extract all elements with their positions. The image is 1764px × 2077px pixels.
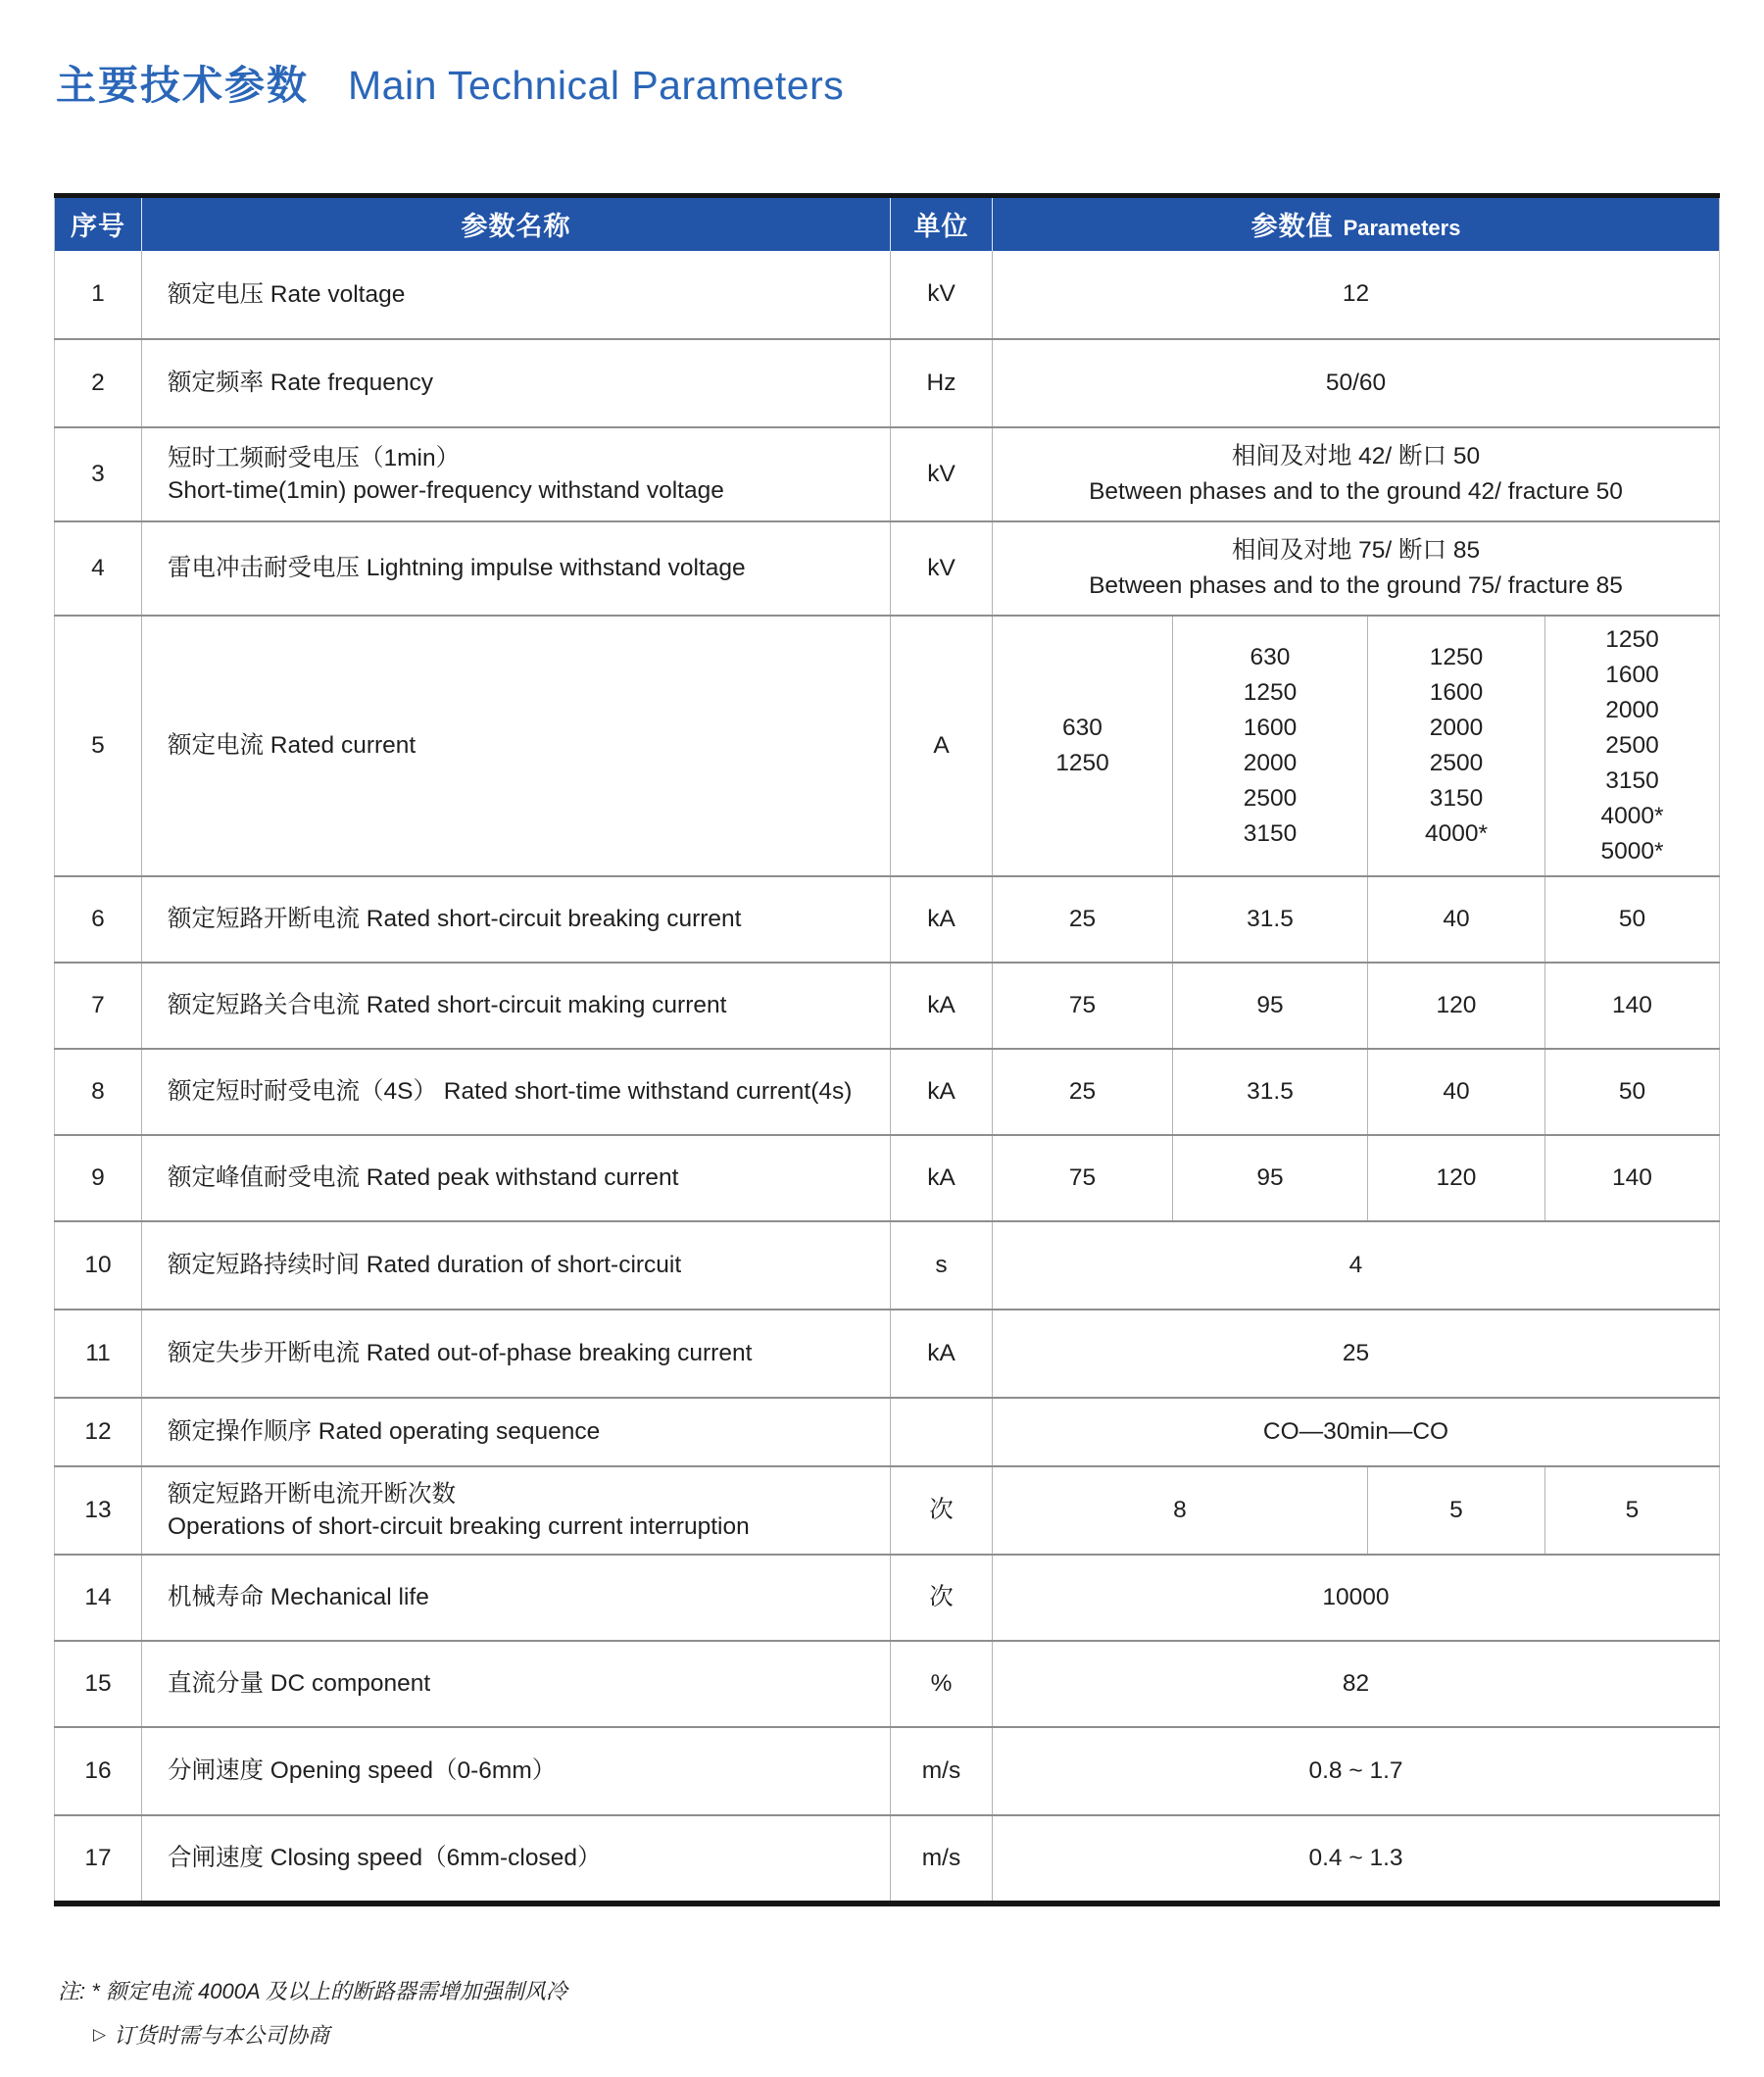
param-name: 额定短路关合电流 Rated short-circuit making current [142, 963, 891, 1049]
page-title-zh: 主要技术参数 [56, 63, 309, 108]
param-value: 相间及对地 75/ 断口 85 Between phases and to the ground 75/ fracture 85 [993, 521, 1720, 616]
param-value: 10000 [993, 1555, 1720, 1641]
param-name: 直流分量 DC component [142, 1641, 891, 1727]
param-unit: % [891, 1641, 993, 1727]
param-unit: m/s [891, 1815, 993, 1904]
parameters-table-body [55, 251, 1720, 1904]
notes-block [58, 1975, 1720, 2050]
column-header-value-zh: 参数值 [1250, 212, 1334, 242]
param-value: 0.8 ~ 1.7 [993, 1727, 1720, 1815]
column-header-unit: 单位 [891, 196, 993, 251]
param-value: 630 1250 [993, 616, 1173, 876]
param-value: 5 [1368, 1466, 1545, 1555]
table-row [55, 339, 1720, 427]
row-number: 17 [55, 1815, 142, 1904]
row-number: 6 [55, 876, 142, 963]
table-row [55, 1398, 1720, 1466]
param-name: 额定短路开断电流开断次数 Operations of short-circuit breaking current interruption [142, 1466, 891, 1555]
triangle-marker-icon: ▷ [93, 2024, 107, 2044]
param-value: 1250 1600 2000 2500 3150 4000* [1368, 616, 1545, 876]
param-unit: kA [891, 1135, 993, 1221]
table-row [55, 1221, 1720, 1310]
table-row [55, 963, 1720, 1049]
table-row [55, 1641, 1720, 1727]
parameters-table [54, 193, 1720, 1906]
param-unit: kA [891, 1049, 993, 1135]
table-header-row [55, 196, 1720, 251]
table-row [55, 1555, 1720, 1641]
column-header-name: 参数名称 [142, 196, 891, 251]
param-name: 额定失步开断电流 Rated out-of-phase breaking current [142, 1310, 891, 1398]
param-unit: s [891, 1221, 993, 1310]
row-number: 8 [55, 1049, 142, 1135]
param-value: 8 [993, 1466, 1368, 1555]
param-unit: kV [891, 251, 993, 339]
param-value: 82 [993, 1641, 1720, 1727]
param-name: 额定短路开断电流 Rated short-circuit breaking current [142, 876, 891, 963]
param-name: 额定操作顺序 Rated operating sequence [142, 1398, 891, 1466]
note-line-1: 注: * 额定电流 4000A 及以上的断路器需增加强制风冷 [58, 1978, 567, 2003]
row-number: 7 [55, 963, 142, 1049]
param-value: 31.5 [1173, 876, 1368, 963]
parameters-table-wrap [54, 193, 1720, 1906]
table-row [55, 1466, 1720, 1555]
param-value: 4 [993, 1221, 1720, 1310]
param-name: 额定频率 Rate frequency [142, 339, 891, 427]
param-value: CO—30min—CO [993, 1398, 1720, 1466]
param-value: 5 [1545, 1466, 1720, 1555]
param-value: 40 [1368, 1049, 1545, 1135]
param-unit: kA [891, 963, 993, 1049]
param-value: 0.4 ~ 1.3 [993, 1815, 1720, 1904]
note-line-2 [93, 2019, 1720, 2050]
column-header-no: 序号 [55, 196, 142, 251]
table-header [55, 196, 1720, 251]
param-unit: 次 [891, 1555, 993, 1641]
param-unit: m/s [891, 1727, 993, 1815]
row-number: 3 [55, 427, 142, 521]
param-name: 雷电冲击耐受电压 Lightning impulse withstand voltage [142, 521, 891, 616]
row-number: 14 [55, 1555, 142, 1641]
param-name: 额定电流 Rated current [142, 616, 891, 876]
row-number: 5 [55, 616, 142, 876]
table-row [55, 1727, 1720, 1815]
column-header-value-en: Parameters [1343, 216, 1461, 241]
param-unit: kV [891, 427, 993, 521]
param-unit: Hz [891, 339, 993, 427]
param-unit: 次 [891, 1466, 993, 1555]
param-value: 120 [1368, 1135, 1545, 1221]
param-name: 短时工频耐受电压（1min） Short-time(1min) power-frequency withstand voltage [142, 427, 891, 521]
param-value: 12 [993, 251, 1720, 339]
row-number: 12 [55, 1398, 142, 1466]
note-line-2-text: 订货时需与本公司协商 [114, 2022, 330, 2048]
row-number: 1 [91, 280, 105, 308]
param-unit: kA [891, 1310, 993, 1398]
param-unit [891, 1398, 993, 1466]
table-row [55, 427, 1720, 521]
table-row [55, 1135, 1720, 1221]
row-number: 10 [55, 1221, 142, 1310]
param-value: 630 1250 1600 2000 2500 3150 [1173, 616, 1368, 876]
param-value: 95 [1173, 1135, 1368, 1221]
table-row [55, 521, 1720, 616]
param-value: 75 [993, 1135, 1173, 1221]
param-name: 机械寿命 Mechanical life [142, 1555, 891, 1641]
row-number: 4 [55, 521, 142, 616]
table-row [55, 251, 1720, 339]
param-value: 140 [1545, 963, 1720, 1049]
row-number: 13 [55, 1466, 142, 1555]
param-value: 50 [1545, 876, 1720, 963]
param-value: 140 [1545, 1135, 1720, 1221]
row-number: 9 [55, 1135, 142, 1221]
table-row [55, 616, 1720, 876]
param-name: 额定电压 Rate voltage [142, 251, 891, 339]
param-value: 50/60 [993, 339, 1720, 427]
page-title [56, 63, 1720, 109]
param-name: 额定短时耐受电流（4S） Rated short-time withstand current(4s) [142, 1049, 891, 1135]
param-value: 50 [1545, 1049, 1720, 1135]
param-name: 额定短路持续时间 Rated duration of short-circuit [142, 1221, 891, 1310]
param-value: 75 [993, 963, 1173, 1049]
param-value: 40 [1368, 876, 1545, 963]
param-value: 25 [993, 1310, 1720, 1398]
param-value: 25 [993, 876, 1173, 963]
table-row [55, 1310, 1720, 1398]
param-name: 额定峰值耐受电流 Rated peak withstand current [142, 1135, 891, 1221]
param-value: 25 [993, 1049, 1173, 1135]
param-unit: kV [891, 521, 993, 616]
row-number: 15 [55, 1641, 142, 1727]
param-value: 31.5 [1173, 1049, 1368, 1135]
param-name: 合闸速度 Closing speed（6mm-closed） [142, 1815, 891, 1904]
param-value: 120 [1368, 963, 1545, 1049]
param-name: 分闸速度 Opening speed（0-6mm） [142, 1727, 891, 1815]
row-number: 11 [55, 1310, 142, 1398]
param-unit: A [891, 616, 993, 876]
column-header-value [993, 196, 1720, 251]
param-unit: kA [891, 876, 993, 963]
param-value: 1250 1600 2000 2500 3150 4000* 5000* [1545, 616, 1720, 876]
row-number: 16 [55, 1727, 142, 1815]
table-row [55, 876, 1720, 963]
param-value: 相间及对地 42/ 断口 50 Between phases and to the ground 42/ fracture 50 [993, 427, 1720, 521]
page-title-en: Main Technical Parameters [348, 63, 845, 108]
table-row [55, 1815, 1720, 1904]
table-row [55, 1049, 1720, 1135]
row-number: 2 [55, 339, 142, 427]
param-value: 95 [1173, 963, 1368, 1049]
